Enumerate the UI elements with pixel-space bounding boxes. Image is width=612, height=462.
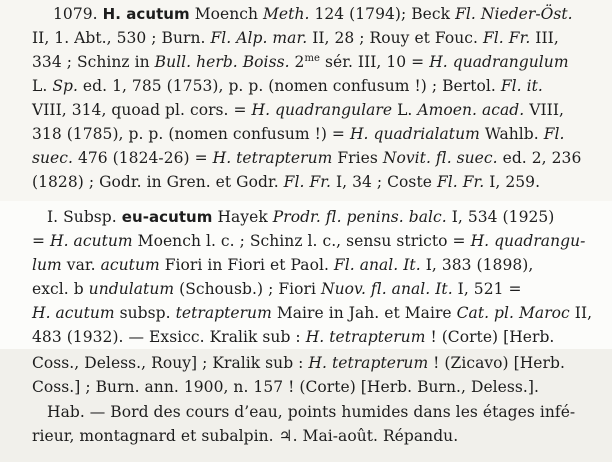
subsp-line-6: 483 (1932). — Exsicc. Kralik sub : H. tetrapterum ! (Corte) [Herb. xyxy=(32,328,555,346)
entry-line-8: (1828) ; Godr. in Gren. et Godr. Fl. Fr. I, 34 ; Coste Fl. Fr. I, 259. xyxy=(32,173,541,191)
entry-line-2: II, 1. Abt., 530 ; Burn. Fl. Alp. mar. II, 28 ; Rouy et Fouc. Fl. Fr. III, xyxy=(32,29,559,47)
entry-line-6: 318 (1785), p. p. (nomen confusum !) = H. quadrialatum Wahlb. Fl. xyxy=(32,125,565,143)
subspecies-name: eu-acutum xyxy=(121,208,213,226)
subsp-line-1: I. Subsp. eu-acutum Hayek Prodr. fl. penins. balc. I, 534 (1925) xyxy=(47,208,555,226)
subsp-line-3: lum var. acutum Fiori in Fiori et Paol. Fl. anal. It. I, 383 (1898), xyxy=(32,256,534,274)
subsp-line-8: Coss.] ; Burn. ann. 1900, n. 157 ! (Corte) [Herb. Burn., Deless.]. xyxy=(32,378,539,396)
entry-number: 1079. xyxy=(53,5,98,23)
subsp-line-5: H. acutum subsp. tetrapterum Maire in Jah. et Maire Cat. pl. Maroc II, xyxy=(32,304,593,322)
taxon-name: H. acutum xyxy=(102,5,190,23)
habitat-line-2: rieur, montagnard et subalpin. ♃. Mai-août. Répandu. xyxy=(32,427,459,445)
entry-line-1: 1079. H. acutum Moench Meth. 124 (1794); Beck Fl. Nieder-Öst. xyxy=(53,5,573,23)
entry-line-7: suec. 476 (1824-26) = H. tetrapterum Fries Novit. fl. suec. ed. 2, 236 xyxy=(32,149,582,167)
entry-line-4: L. Sp. ed. 1, 785 (1753), p. p. (nomen confusum !) ; Bertol. Fl. it. xyxy=(32,77,543,95)
subsp-line-7: Coss., Deless., Rouy] ; Kralik sub : H. tetrapterum ! (Zicavo) [Herb. xyxy=(32,354,565,372)
habitat-line-1: Hab. — Bord des cours d’eau, points humides dans les étages infé- xyxy=(47,403,576,421)
entry-line-5: VIII, 314, quoad pl. cors. = H. quadrangulare L. Amoen. acad. VIII, xyxy=(32,101,564,119)
entry-line-3: 334 ; Schinz in Bull. herb. Boiss. $2^{me}$ sér. III, 10 = H. quadrangulum xyxy=(32,52,569,71)
subsp-line-4: excl. b undulatum (Schousb.) ; Fiori Nuov. fl. anal. It. I, 521 = xyxy=(32,280,522,298)
subsp-line-2: = H. acutum Moench l. c. ; Schinz l. c., sensu stricto = H. quadrangu- xyxy=(32,232,586,250)
